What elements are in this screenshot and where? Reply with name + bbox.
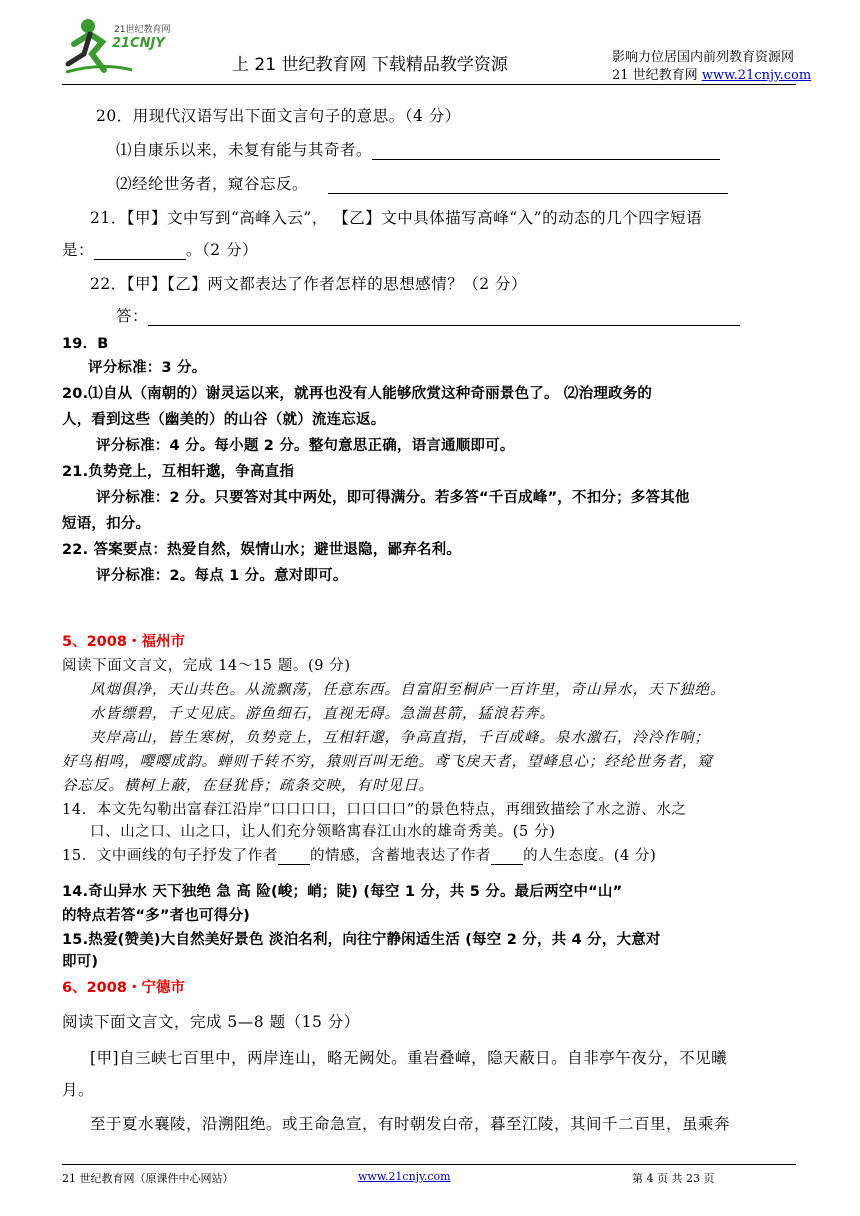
answer-blank[interactable] <box>278 848 310 865</box>
passage-line: 夹岸高山，皆生寒树，负势竞上，互相轩邈，争高直指，千百成峰。泉水激石，泠泠作响； <box>90 730 710 746</box>
question-20: 20．用现代汉语写出下面文言句子的意思。（4 分） <box>96 107 461 125</box>
section-6-heading: 6、2008・宁德市 <box>62 980 185 996</box>
logo-text-bottom: 21CNJY <box>112 36 165 51</box>
page-number: 第 4 页 共 23 页 <box>632 1172 715 1185</box>
header-title: 上 21 世纪教育网 下载精品教学资源 <box>232 55 508 75</box>
passage-line: 至于夏水襄陵，沿溯阻绝。或王命急宣，有时朝发白帝，暮至江陵，其间千二百里，虽乘奔 <box>90 1115 731 1133</box>
answer-14-line2: 的特点若答“多”者也可得分) <box>62 908 250 924</box>
question-21-line1: 21．【甲】文中写到“高峰入云”， 【乙】文中具体描写高峰“入”的动态的几个四字短语 <box>90 209 703 227</box>
section-5-heading: 5、2008・福州市 <box>62 634 185 650</box>
header-divider <box>62 84 796 85</box>
passage-line: 好鸟相鸣，嘤嘤成韵。蝉则千转不穷，猿则百叫无绝。鸢飞戾天者，望峰息心；经纶世务者，窥 <box>62 754 713 770</box>
answer-blank[interactable] <box>491 848 523 865</box>
question-20-2 <box>116 172 728 194</box>
passage-line: 风烟俱净，天山共色。从流飘荡，任意东西。自富阳至桐庐一百许里，奇山异水，天下独绝。 <box>90 682 726 698</box>
question-15-part2: 的情感，含蓄地表达了作者 <box>309 848 492 864</box>
section-5-intro: 阅读下面文言文，完成 14～15 题。(9 分) <box>62 658 351 674</box>
logo-text-top: 21世纪教育网 <box>114 25 171 35</box>
footer-link <box>358 1170 451 1183</box>
passage-line: 水皆缥碧，千丈见底。游鱼细石，直视无碍。急湍甚箭，猛浪若奔。 <box>90 706 555 722</box>
passage-line: 月。 <box>62 1081 95 1099</box>
answer-blank[interactable] <box>328 177 728 194</box>
answer-20-line1: 20.⑴自从（南朝的）谢灵运以来，就再也没有人能够欣赏这种奇丽景色了。 ⑵治理政务的 <box>62 386 653 402</box>
answer-label: 答： <box>116 307 149 325</box>
answer-blank[interactable] <box>148 309 740 326</box>
question-15-part1: 15．文中画线的句子抒发了作者 <box>62 848 278 864</box>
header-slogan: 影响力位居国内前列教育资源网 <box>612 50 795 65</box>
answer-15-line1: 15.热爱(赞美)大自然美好景色 淡泊名利，向往宁静闲适生活 (每空 2 分，共 4 分，大意对 <box>62 932 661 948</box>
answer-21: 21.负势竞上，互相轩邈，争高直指 <box>62 464 295 480</box>
answer-blank[interactable] <box>372 143 720 160</box>
question-20-1-text: ⑴自康乐以来，未复有能与其奇者。 <box>116 141 373 159</box>
question-21-line2 <box>62 238 258 260</box>
header-site-link[interactable]: www.21cnjy.com <box>701 68 812 83</box>
answer-21-score1: 评分标准：2 分。只要答对其中两处，即可得满分。若多答“千百成峰”，不扣分；多答其他 <box>96 490 690 506</box>
header-site-name: 21 世纪教育网 <box>612 68 702 83</box>
question-22-answer <box>116 304 740 326</box>
footer-site-name: 21 世纪教育网（原课件中心网站） <box>62 1172 234 1185</box>
answer-22-score: 评分标准：2。每点 1 分。意对即可。 <box>96 568 348 584</box>
question-20-2-text: ⑵经纶世务者，窥谷忘反。 <box>116 175 309 193</box>
footer-url[interactable]: www.21cnjy.com <box>358 1170 451 1183</box>
question-14-line2: 口、山之口、山之口，让人们充分领略寓春江山水的雄奇秀美。(5 分) <box>90 824 556 840</box>
answer-15-line2: 即可) <box>62 954 99 970</box>
question-15 <box>62 844 656 865</box>
question-22: 22．【甲】【乙】两文都表达了作者怎样的思想感情？（2 分） <box>90 275 528 293</box>
question-14-line1: 14．本文先勾勒出富春江沿岸“口口口口，口口口口”的景色特点，再细致描绘了水之游、水之 <box>62 802 687 818</box>
answer-20-line2: 人，看到这些（幽美的）的山谷（就）流连忘返。 <box>62 412 386 428</box>
answer-19: 19．B <box>62 336 109 352</box>
site-logo <box>62 14 180 78</box>
answer-19-score: 评分标准：3 分。 <box>88 360 207 376</box>
question-21-prefix: 是： <box>62 241 95 259</box>
answer-20-score: 评分标准：4 分。每小题 2 分。整句意思正确，语言通顺即可。 <box>96 438 515 454</box>
answer-blank[interactable] <box>94 243 186 260</box>
header-site-line <box>612 64 811 83</box>
question-20-1 <box>116 138 720 160</box>
question-15-part3: 的人生态度。(4 分) <box>523 848 657 864</box>
answer-22: 22. 答案要点：热爱自然，娱情山水；避世退隐，鄙弃名利。 <box>62 542 462 558</box>
footer-divider <box>62 1164 796 1165</box>
question-21-suffix: 。（2 分） <box>186 241 259 259</box>
passage-line: [甲]自三峡七百里中，两岸连山，略无阙处。重岩叠嶂，隐天蔽日。自非亭午夜分，不见曦 <box>90 1049 728 1067</box>
answer-21-score2: 短语，扣分。 <box>62 516 151 532</box>
passage-line: 谷忘反。横柯上蔽，在昼犹昏；疏条交映，有时见日。 <box>62 778 434 794</box>
section-6-intro: 阅读下面文言文，完成 5—8 题（15 分） <box>62 1013 360 1031</box>
answer-14-line1: 14.奇山异水 天下独绝 急 高 险(峻；峭；陡) (每空 1 分，共 5 分。最后两空中“山” <box>62 884 623 900</box>
